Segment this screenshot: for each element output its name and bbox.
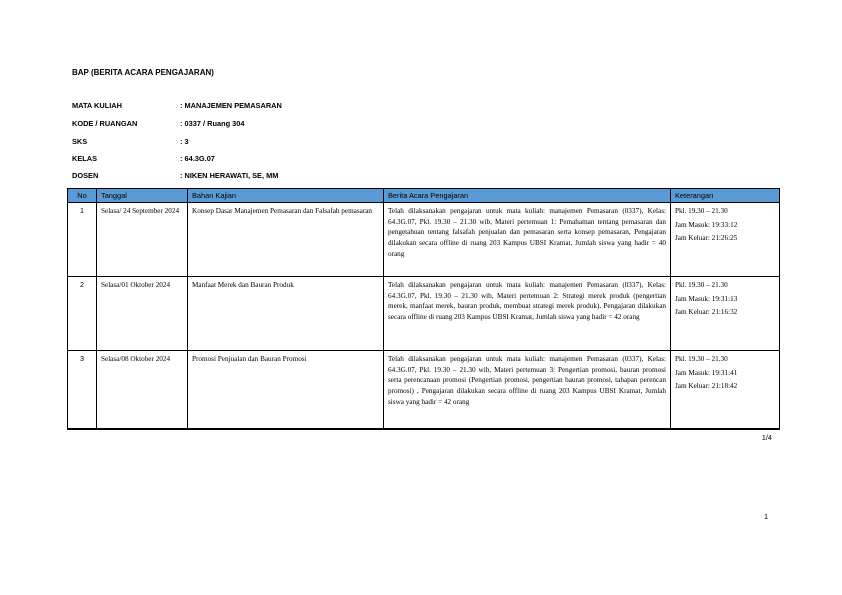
cell-bahan-kajian: Manfaat Merek dan Bauran Produk xyxy=(188,277,384,351)
meta-label: MATA KULIAH xyxy=(72,101,122,110)
ket-jam-keluar: Jam Keluar: 21:18:42 xyxy=(675,382,738,391)
header-tanggal: Tanggal xyxy=(97,189,188,203)
ket-jam-keluar: Jam Keluar: 21:16:32 xyxy=(675,308,738,317)
ket-jam-masuk: Jam Masuk: 19:33:12 xyxy=(675,220,738,229)
cell-tanggal: Selasa/01 Oktober 2024 xyxy=(97,277,188,351)
meta-value: : MANAJEMEN PEMASARAN xyxy=(180,101,282,110)
meta-label: KODE / RUANGAN xyxy=(72,119,138,128)
meta-value: : 3 xyxy=(180,137,189,146)
page-of-indicator: 1/4 xyxy=(761,433,772,442)
ket-jam-kuliah: Pkl. 19.30 – 21.30 xyxy=(675,355,728,363)
header-berita-acara: Berita Acara Pengajaran xyxy=(384,189,671,203)
ket-jam-kuliah: Pkl. 19.30 – 21.30 xyxy=(675,281,728,289)
cell-no: 2 xyxy=(68,277,97,351)
cell-keterangan xyxy=(671,351,780,429)
meta-value: : 0337 / Ruang 304 xyxy=(180,119,245,128)
cell-tanggal: Selasa/08 Oktober 2024 xyxy=(97,351,188,429)
header-keterangan: Keterangan xyxy=(671,189,780,203)
meta-value: : 64.3G.07 xyxy=(180,154,215,163)
ket-jam-keluar: Jam Keluar: 21:26:25 xyxy=(675,234,738,243)
table-header-row xyxy=(68,189,780,203)
cell-no: 3 xyxy=(68,351,97,429)
meta-label: KELAS xyxy=(72,154,98,163)
ket-jam-masuk: Jam Masuk: 19:31:41 xyxy=(675,368,738,377)
ket-jam-masuk: Jam Masuk: 19:31:13 xyxy=(675,294,738,303)
cell-berita-acara: Telah dilaksanakan pengajaran untuk mata kuliah: manajemen Pemasaran (0337), Kelas: 64.3G.07, Pkl. 19.30 – 21.30 wib, Materi pertemuan 3: Pengertian promosi, bauran promosi serta perencanaan promosi (Pengertian promosi, pengertian bauran promosi, tahapan perencan promosi) , Pengajaran dilakukan secara offline di ruang 203 Kampus UBSI Kramat, Jumlah siswa yang hadir = 42 orang xyxy=(384,351,671,429)
cell-berita-acara: Telah dilaksanakan pengajaran untuk mata kuliah: manajemen Pemasaran (0337), Kelas: 64.3G.07, Pkl. 19.30 – 21.30 wib, Materi pertemuan 1: Pemahaman tentang pemasaran dan pengetahuan tentang falsafah penjualan dan pemasaran serta konsep pemasaran, Pengajaran dilakukan secara offline di ruang 203 Kampus UBSI Kramat, Jumlah siswa yang hadir = 40 orang xyxy=(384,203,671,277)
cell-keterangan xyxy=(671,277,780,351)
ket-jam-kuliah: Pkl. 19.30 – 21.30 xyxy=(675,207,728,215)
cell-tanggal: Selasa/ 24 September 2024 xyxy=(97,203,188,277)
meta-value: : NIKEN HERAWATI, SE, MM xyxy=(180,171,279,180)
cell-no: 1 xyxy=(68,203,97,277)
bap-table xyxy=(67,188,780,430)
page-number: 1 xyxy=(764,512,769,521)
document-title: BAP (BERITA ACARA PENGAJARAN) xyxy=(72,68,214,77)
table-row xyxy=(68,277,780,351)
meta-label: SKS xyxy=(72,137,88,146)
table-row xyxy=(68,203,780,277)
cell-bahan-kajian: Promosi Penjualan dan Bauran Promosi xyxy=(188,351,384,429)
table-row xyxy=(68,351,780,429)
cell-berita-acara: Telah dilaksanakan pengajaran untuk mata kuliah: manajemen Pemasaran (0337), Kelas: 64.3G.07, Pkl. 19.30 – 21.30 wib, Materi pertemuan 2: Strategi merek produk (pengertian merek, manfaat merek, bauran produk, membuat strategi merek produk), Pengajaran dilakukan secara offline di ruang 203 Kampus UBSI Kramat, Jumlah siswa yang hadir = 42 orang xyxy=(384,277,671,351)
cell-bahan-kajian: Konsep Dasar Manajemen Pemasaran dan Falsafah pemasaran xyxy=(188,203,384,277)
header-bahan-kajian: Bahan Kajian xyxy=(188,189,384,203)
cell-keterangan xyxy=(671,203,780,277)
header-no: No xyxy=(68,189,97,203)
meta-label: DOSEN xyxy=(72,171,99,180)
